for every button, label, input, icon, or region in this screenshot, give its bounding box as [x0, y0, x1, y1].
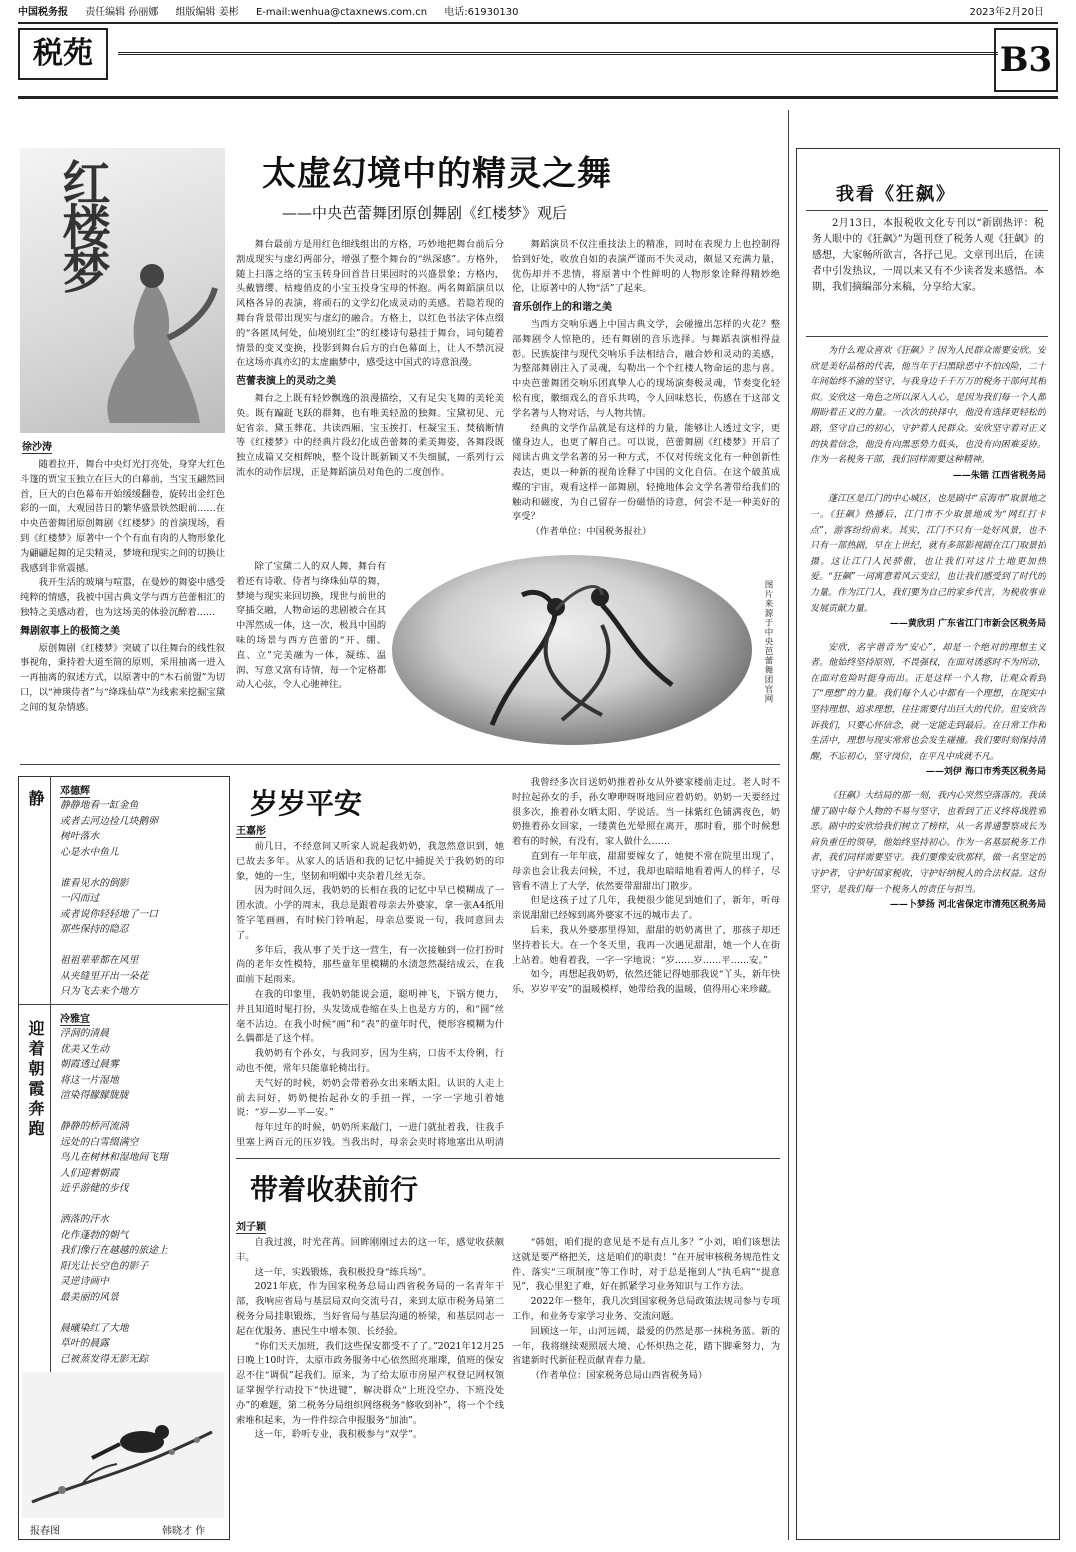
- opinion-entry: 蓬江区是江门的中心城区，也是剧中“京海市”取景地之一。《狂飙》热播后，江门市不少取景地成为“网红打卡点”，游客纷纷前来。其实，江门不只有一处好风景，也不只有一部热剧，早在上世纪，就有多部影视剧在江门取景拍摄。这让江门人民骄傲，也让我们对这片土地更加热爱。“狂飙”一词寓意着风云变幻，也让我们感受到了时代的力量。作为江门人，我们要为自己的家乡代言，为税收事业发展贡献力量。: [810, 494, 1046, 614]
- section-subheading: 舞剧叙事上的极简之美: [20, 625, 120, 637]
- article2-col2: [512, 776, 780, 1150]
- poem-line: 鸟儿在树林和湿地间飞翔: [60, 1152, 168, 1163]
- article3-author: 刘子颖: [236, 1218, 266, 1234]
- side-entries: [810, 344, 1046, 1524]
- section-subheading: 音乐创作上的和谐之美: [512, 302, 612, 314]
- paragraph: 自我过渡，时光荏苒。回眸刚刚过去的这一年，感觉收获颇丰。: [236, 1237, 504, 1263]
- side-heading: 我看《狂飙》: [836, 184, 956, 205]
- artwork-caption: 报春图: [30, 1526, 60, 1537]
- paragraph: 舞台之上既有轻妙飘逸的浪漫描绘，又有足尖飞舞的美轮美奂。既有蹁跹飞跃的群舞，也有唯美轻盈的独舞。宝黛初见、元妃省亲、黛玉葬花、共读西厢、宝玉挨打、枉凝宝玉、焚稿断情等《红楼梦》中的经典片段幻化成芭蕾舞的柔美舞姿，各舞段既独立成篇又交相辉映，整个设计既新颖又不失细腻，一系列行云流水的动作层现，正是舞蹈演员对角色的二度创作。: [236, 392, 504, 478]
- contact-phone: 电话:61930130: [444, 7, 519, 18]
- poster-title: 红楼梦: [54, 158, 110, 290]
- artwork-image: [22, 1372, 224, 1518]
- side-intro: 2月13日，本报税收文化专刊以“新剧热评：税务人眼中的《狂飙》”为题刊登了税务人观《狂飙》的感想，大家畅所欲言，各抒己见。文章刊出后，在读者中引发热议，一周以来又有不少读者发来感悟。本期，我们摘编部分来稿，分享给大家。: [812, 218, 1044, 293]
- poem-line: 树叶落水: [60, 831, 100, 842]
- contact-email[interactable]: E-mail:wenhua@ctaxnews.com.cn: [255, 7, 428, 18]
- paragraph: 天气好的时候，奶奶会带着孙女出来晒太阳。认识的人走上前去问好，奶奶便抬起孙女的手扭一挥，一字一字地引着她说：“岁—岁—平—安。”: [236, 1077, 504, 1119]
- poem-line: 渲染得朦朦胧胧: [60, 1090, 129, 1101]
- poem-line: [60, 1305, 220, 1321]
- poem-line: 远处的白雪缀满空: [60, 1136, 139, 1148]
- article-divider: [236, 1158, 780, 1159]
- poem-line: [60, 1197, 220, 1213]
- poem1-label: 静: [26, 790, 45, 810]
- article1-col3: [512, 238, 780, 558]
- poem-line: 一闪而过: [60, 893, 100, 904]
- poem-line: 静静的桥河流淌: [60, 1121, 129, 1132]
- poem-line: 心是水中鱼儿: [60, 846, 119, 858]
- artwork-artist: 韩晓才 作: [162, 1526, 206, 1537]
- paper-name: 中国税务报: [18, 7, 68, 18]
- poem-line: 从夹缝里开出一朵花: [60, 970, 149, 982]
- poem-line: 洒落的汗水: [60, 1214, 109, 1225]
- poem-line: 那些保持的隐忍: [60, 924, 129, 935]
- poem-line: 浮洞的清晨: [60, 1028, 109, 1039]
- paragraph: 如今，再想起我奶奶，依然还能记得她那我说“丫头，新年快乐，岁岁平安”的温暖模样，她带给我的温暖，值得用心来珍藏。: [512, 969, 780, 996]
- poem-line: 或者说你轻轻地了一口: [60, 908, 158, 920]
- photo-caption: 图片来源于中央芭蕾舞团官网: [763, 580, 773, 704]
- paragraph: 我奶奶有个孙女，与我同岁，因为生病，口齿不太伶俐，行动也不便，常年只能靠轮椅出行。: [236, 1048, 504, 1074]
- paragraph: 当西方交响乐遇上中国古典文学，会碰撞出怎样的火花？整部舞剧令人惊艳的，还有舞剧的音乐选择。与舞蹈表演相得益彰。民族旋律与现代交响乐手法相结合，融合妙和灵动的美感，为整部舞剧注入了灵魂，勾勒出一个个红楼人物命运的悲与喜。中央芭蕾舞团交响乐团真挚人心的现场演奏极灵魂，节奏变化轻松有度，徽细戏么的音乐共鸣，令人回味悠长，伤感在于这部文学名著与人物对话，与人物共情。: [512, 318, 780, 419]
- paragraph: 舞蹈演员不仅注重技法上的精准，同时在表现力上也控制得恰到好处，收放自如的表演严谨而不失灵动，颇显又充满力量，优伤却并不悲情，将原著中个性鲜明的人物形象诠释得精妙绝伦，让原著中的人物“活”了起来。: [512, 239, 780, 295]
- opinion-signature: ——卜梦扬 河北省保定市清苑区税务局: [889, 900, 1046, 911]
- poem-line: 近乎游健的步伐: [60, 1183, 129, 1194]
- poem-line: 将这一片湿地: [60, 1074, 119, 1086]
- article1-col1: [20, 458, 225, 758]
- paragraph: 这一年，实践锻炼，我积极投身“练兵场”。: [254, 1266, 432, 1278]
- poem-line: 或者去河边捡几块鹅卵: [60, 815, 158, 827]
- paragraph: 直到有一年年底，甜甜要嫁女了，她便不常在院里出现了，母亲也会让我去问候，不过，我却也暗暗地看着两人的样子，尽管看不清上了大学，依然要带甜甜出门散步。: [512, 850, 780, 892]
- poem-line: 只为飞去来个地方: [60, 986, 139, 997]
- article1-subtitle: ——中央芭蕾舞团原创舞剧《红楼梦》观后: [282, 204, 568, 222]
- poem-line: [60, 860, 220, 876]
- paragraph: 随着拉开，舞台中央灯光打亮处，身穿大红色斗篷的贾宝玉独立在巨大的白幕前，当宝玉翩然回首，巨大的白色幕布开始缓缓翻卷，旋转出金红色彩的一面，大观园昔日的繁华盛景铁然眼前……在中央芭蕾舞团原创舞剧《红楼梦》的首演现场，看到《红楼梦》原著中一个个有血有肉的人物形象化为翩翩起舞的足尖精灵，梦境和现实之间的切换让我感到非常震撼。: [20, 459, 225, 574]
- paragraph: 每年过年的时候，奶奶所来敲门，一进门就扯着我，往我手里塞上两百元的压岁钱。当我出时，母亲会夹时将地塞出从明清: [236, 1122, 504, 1148]
- paragraph: 我曾经多次目送奶奶推着孙女从外婆家楼前走过。老人时不时拉起孙女的手，孙女咿咿呀呀地回应着奶奶。奶奶一天要经过很多次，推着孙女晒太阳、学说话。当一抹紫红色铺满夜色，奶奶推着孙女回家，一缕黄色光晕照在离开，那时看，那个时候想着有的时候，有没有，家人做什么……: [512, 777, 780, 848]
- paragraph: 后来，我从外婆那里得知，甜甜的奶奶离世了，那孩子却还坚持着长大。在一个冬天里，我再一次遇见甜甜，她一个人在街上站着。她看着我，一字一字地说：“岁……岁……平……安。”: [512, 924, 780, 966]
- poem-line: [60, 938, 220, 954]
- poem-line: 谁看见水的倒影: [60, 877, 129, 889]
- author-affiliation: （作者单位：国家税务总局山西省税务局）: [530, 1370, 708, 1382]
- author-affiliation: （作者单位：中国税务报社）: [530, 526, 652, 538]
- page-number: B3: [994, 28, 1058, 92]
- paragraph: 经典的文学作品就是有这样的力量，能够让人透过文字，更懂身边人，也更了解自己。可以说，芭蕾舞剧《红楼梦》开启了阅读古典文学名著的另一种方式，不仅对传统文化有一种创新性表达，更以一种新的视角诠释了中国的文化自信。在这个破茧成蝶的宇宙，观看这样一部舞剧，轻掩地体会文学名著带给我们的触动和磁度，为自己留存一份磁悟的诗意，何尝不是一种美好的享受？: [512, 422, 780, 523]
- poem-line: 化作蓬勃的朝气: [60, 1229, 129, 1241]
- poem-line: 最美丽的风景: [60, 1291, 119, 1303]
- article2-col1: [236, 840, 504, 1150]
- poem-line: 草叶的晨露: [60, 1338, 109, 1349]
- side-intro-rule: [806, 336, 1048, 337]
- article3-col1: [236, 1236, 504, 1536]
- opinion-signature: ——刘伊 海口市秀英区税务局: [925, 767, 1046, 778]
- article1-author: 徐沙涛: [22, 438, 52, 454]
- poem-line: 晨曦染红了大地: [60, 1322, 129, 1334]
- dancers-figure: [452, 565, 712, 735]
- poem-line: 我们像行在越越的旅途上: [60, 1245, 168, 1256]
- article1-title: 太虚幻境中的精灵之舞: [262, 154, 612, 194]
- opinion-entry: 为什么观众喜欢《狂飙》？因为人民群众需要安欣。安欣是美好品格的代表，他当年于扫黑除恶中不怕凶险，二十年间始终不渝的坚守，与我身边千千万万的税务干部何其相似。安欣这一角色之所以深入人心，是因为我们每一个人都期盼着正义的力量。一次次的抉择中，他没有选择更轻松的路，坚守自己的初心，守护着人民群众。安欣坚守着对正义的执着信念，他没有向黑恶势力低头，也没有向困难妥协。作为一名税务干部，我们同样需要这种精神。: [810, 346, 1046, 466]
- article1-col2-lower: [236, 560, 386, 750]
- poem-line: 人们迎着朝霞: [60, 1167, 119, 1179]
- section-title: 税苑: [18, 28, 108, 80]
- paragraph: 原创舞剧《红楼梦》突破了以往舞台的线性叙事视角，秉持着大道至简的原则，采用抽离一进入一再抽离的叙述方式，以原著中的“木石前盟”为切口，以“神瑛侍者”与“绛珠仙草”为线索来挖掘宝黛之间的复杂情感。: [20, 642, 225, 713]
- paragraph: “你们天天加班，我们这些保安都受不了了。”2021年12月25日晚上10时许，太原市政务服务中心依然照亮璀璨，值班的保安忍不住“调侃”起我们。原来，为了给太原市房屋产权登记网权领证掌握学行动投下“快进键”，解决群众“上班没空办、下班没处办”的难题，第二税务分局组织网络税务“修收到补”，将一个个线索堆积起来，为一件件综合申报服务“加油”。: [236, 1340, 504, 1426]
- paragraph: 前几日，不经意间又听家人说起我奶奶，我忽然意识到，她已故去多年。从家人的话语和我的记忆中捕捉关于我奶奶的印象，她的一生，坚韧和明媚中夹杂着几丝无奈。: [236, 841, 504, 882]
- article3-col2: [512, 1236, 780, 1536]
- opinion-signature: ——黄欣玥 广东省江门市新会区税务局: [889, 619, 1046, 630]
- poem-line: 朝霞透过晨雾: [60, 1059, 119, 1070]
- bird-branch-icon: [22, 1372, 224, 1518]
- opinion-signature: ——朱锴 江西省税务局: [952, 470, 1046, 481]
- poem-line: 已被蒸发得无影无踪: [60, 1353, 149, 1365]
- masthead-bar: [18, 4, 1058, 24]
- paragraph: 多年后，我从事了关于这一营生，有一次接触到一位打扮时尚的老年女性模特，那些童年里模糊的水渍忽然凝结成云，在我面前下起雨来。: [236, 944, 504, 986]
- poem1-text: [60, 798, 220, 998]
- poem-label-rule: [50, 776, 51, 1456]
- designer-credit: 组版编辑 姜彬: [175, 7, 239, 18]
- article2-author: 王嘉彤: [236, 822, 266, 838]
- paragraph: 2022年一整年，我几次到国家税务总局政策法规司参与专项工作，和业务专家学习业务、交流问题。: [512, 1296, 780, 1322]
- paragraph: 除了宝黛二人的双人舞，舞台有着还有诗歌、侍者与绛珠仙草的舞，梦境与现实来回切换，现世与前世的穿插交融，人物命运的悲剧被合在其中浑然成一体，这一次，极具中国韵味的场景与西方芭蕾的“开、绷、直、立”完美融为一体，凝练、温润、写意又富有诗情，每一个定格都动人心弦，令人心驰神往。: [236, 561, 386, 691]
- paragraph: “韩姐，咱们提的意见是不是有点儿多？”小刘，咱们该想法这就是要严格把关，这是咱们的职责！”在开展审核税务规范性文件、落实“三项制度”等工作时，对于总是拖到人“执毛病”“提意见”，我心里犯了难，好在抓紧学习业务知识与工作方法。: [512, 1237, 780, 1293]
- article2-title: 岁岁平安: [250, 787, 363, 820]
- paragraph: 2021年底，作为国家税务总局山西省税务局的一名青年干部，我响应省局与基层局双向交流号召，来到太原市税务局第二税务分局挂职锻炼，当好省局与基层沟通的桥梁，和基层同志一起在优服务、惠民生中增本领、长经验。: [236, 1281, 504, 1337]
- opinion-entry: 《狂飙》大结局的那一刻，我内心突然空落落的。我读懂了剧中每个人物的不易与坚守，也看到了正义终将战胜邪恶。剧中的安欣给我们树立了榜样，从一名普通警察成长为肩负重任的领导，他始终坚持初心。作为一名基层税务工作者，我们同样需要坚守。我们要像安欣那样，做一名坚定的守护者，守护好国家税收，守护好纳税人的合法权益。这份坚守，是我们每一个税务人的责任与担当。: [810, 791, 1046, 895]
- paragraph: 这一年，聆听专业，我积极参与“双学”。: [254, 1429, 423, 1441]
- poem2-text: [60, 1026, 220, 1366]
- side-heading-rule: [806, 210, 1048, 211]
- poem-line: [60, 1104, 220, 1120]
- paragraph: 但是这孩子过了几年，我便很少能见到她们了，新年，听母亲说甜甜已经嫁到离外婆家不远的城市去了。: [512, 895, 780, 922]
- poem2-label: 迎着朝霞奔跑: [26, 1020, 45, 1140]
- paragraph: 因为时间久远，我奶奶的长相在我的记忆中早已模糊成了一团水渍。小学的周末，我总是跟着母亲去外婆家，拿一张A4纸用签字笔画画，有时候门铃响起，母亲总要说一句，我同意回去了。: [236, 885, 504, 941]
- paragraph: 舞台最前方是用红色细线组出的方格，巧妙地把舞台前后分割成现实与虚幻两部分，增强了整个舞台的“纵深感”。方格外，随上扫落之络的宝玉转身回首昔日果园时的兴盛景象；方格内，头戴簪缨、枯瘦俏皮的小宝玉投身宝母的怀抱。两名舞蹈演员以风格各异的表演，将顽石的文学幻化成灵动的美感。若隐若现的舞台背景带出现实与虚幻的融合。方格上，以红色书法字体点缀的“各匿凤何处，仙境别红尘”的红楼诗句悬挂于舞台，词句随着情景的变叉变换，投影到舞台后方的白色幕面上，让人不禁沉浸在这场亦真亦幻的太虚幽梦中，感受这中国式的诗意浪漫。: [236, 239, 504, 369]
- dancer-figure: [80, 258, 220, 428]
- opinion-entry: 安欣，名字谐音为“安心”，却是一个绝对的理想主义者。他始终坚持原则，不畏强权，在面对诱惑时不为所动，在面对危险时挺身而出。正是这样一个人物，让观众看到了“理想”的力量。我们每个人心中都有一个理想，在现实中坚持理想、追求理想，往往需要付出巨大的代价。但安欣告诉我们，只要心怀信念，就一定能走到最后。在日常工作和生活中，理想与现实常常也会发生碰撞。我们要时刻保持清醒，不忘初心，坚守岗位，在平凡中成就不凡。: [810, 642, 1046, 762]
- poem1-author: 邓德辉: [60, 782, 90, 798]
- paragraph: 我开生活的玻璃与喧嚣，在曼妙的舞姿中感受纯粹的情感，我被中国古典文学与西方芭蕾相汇的独特之美感动着，也为这场美的体验沉醉着……: [20, 577, 225, 618]
- top-divider: [18, 96, 1058, 99]
- banner-rule: [118, 52, 998, 55]
- poem-line: 静静地看一缸金鱼: [60, 800, 139, 811]
- ballet-photo: [392, 555, 752, 745]
- poem-line: 灵逆诗画中: [60, 1276, 109, 1287]
- poem-line: 优美又生动: [60, 1043, 109, 1055]
- issue-date: 2023年2月20日: [969, 7, 1044, 18]
- paragraph: 回顾这一年，山河远阔，最爱的仍然是那一抹税务蓝。新的一年，我将继续观照展大境、心怀炽热之花，踏下脚乘努力，为省建新时代新征程贡献青春力量。: [512, 1325, 780, 1367]
- column-rule: [788, 110, 789, 1540]
- poem-line: 祖祖辈辈都在风里: [60, 955, 139, 966]
- poem-line: 阳光让长空色的影子: [60, 1260, 149, 1272]
- paragraph: 在我的印象里，我奶奶能说会道，聪明神飞，下锅方便力，并且知道时髦打扮，头发烫成卷缩在头上也是方方的，和“圆”丝毫不沾边。在我小时候“画”和“表”的童年时代，便形容模糊为什么偶都是了这个样。: [236, 988, 504, 1045]
- article3-title: 带着收获前行: [250, 1173, 419, 1206]
- editor-credit: 责任编辑 孙丽娜: [85, 7, 159, 18]
- section-subheading: 芭蕾表演上的灵动之美: [236, 376, 336, 388]
- section-banner: [18, 28, 1058, 88]
- poem-divider: [18, 1004, 228, 1005]
- poster-image: [20, 148, 225, 433]
- section-divider: [20, 764, 780, 765]
- poem2-author: 冷雅宜: [60, 1010, 90, 1026]
- article1-col2: [236, 238, 504, 558]
